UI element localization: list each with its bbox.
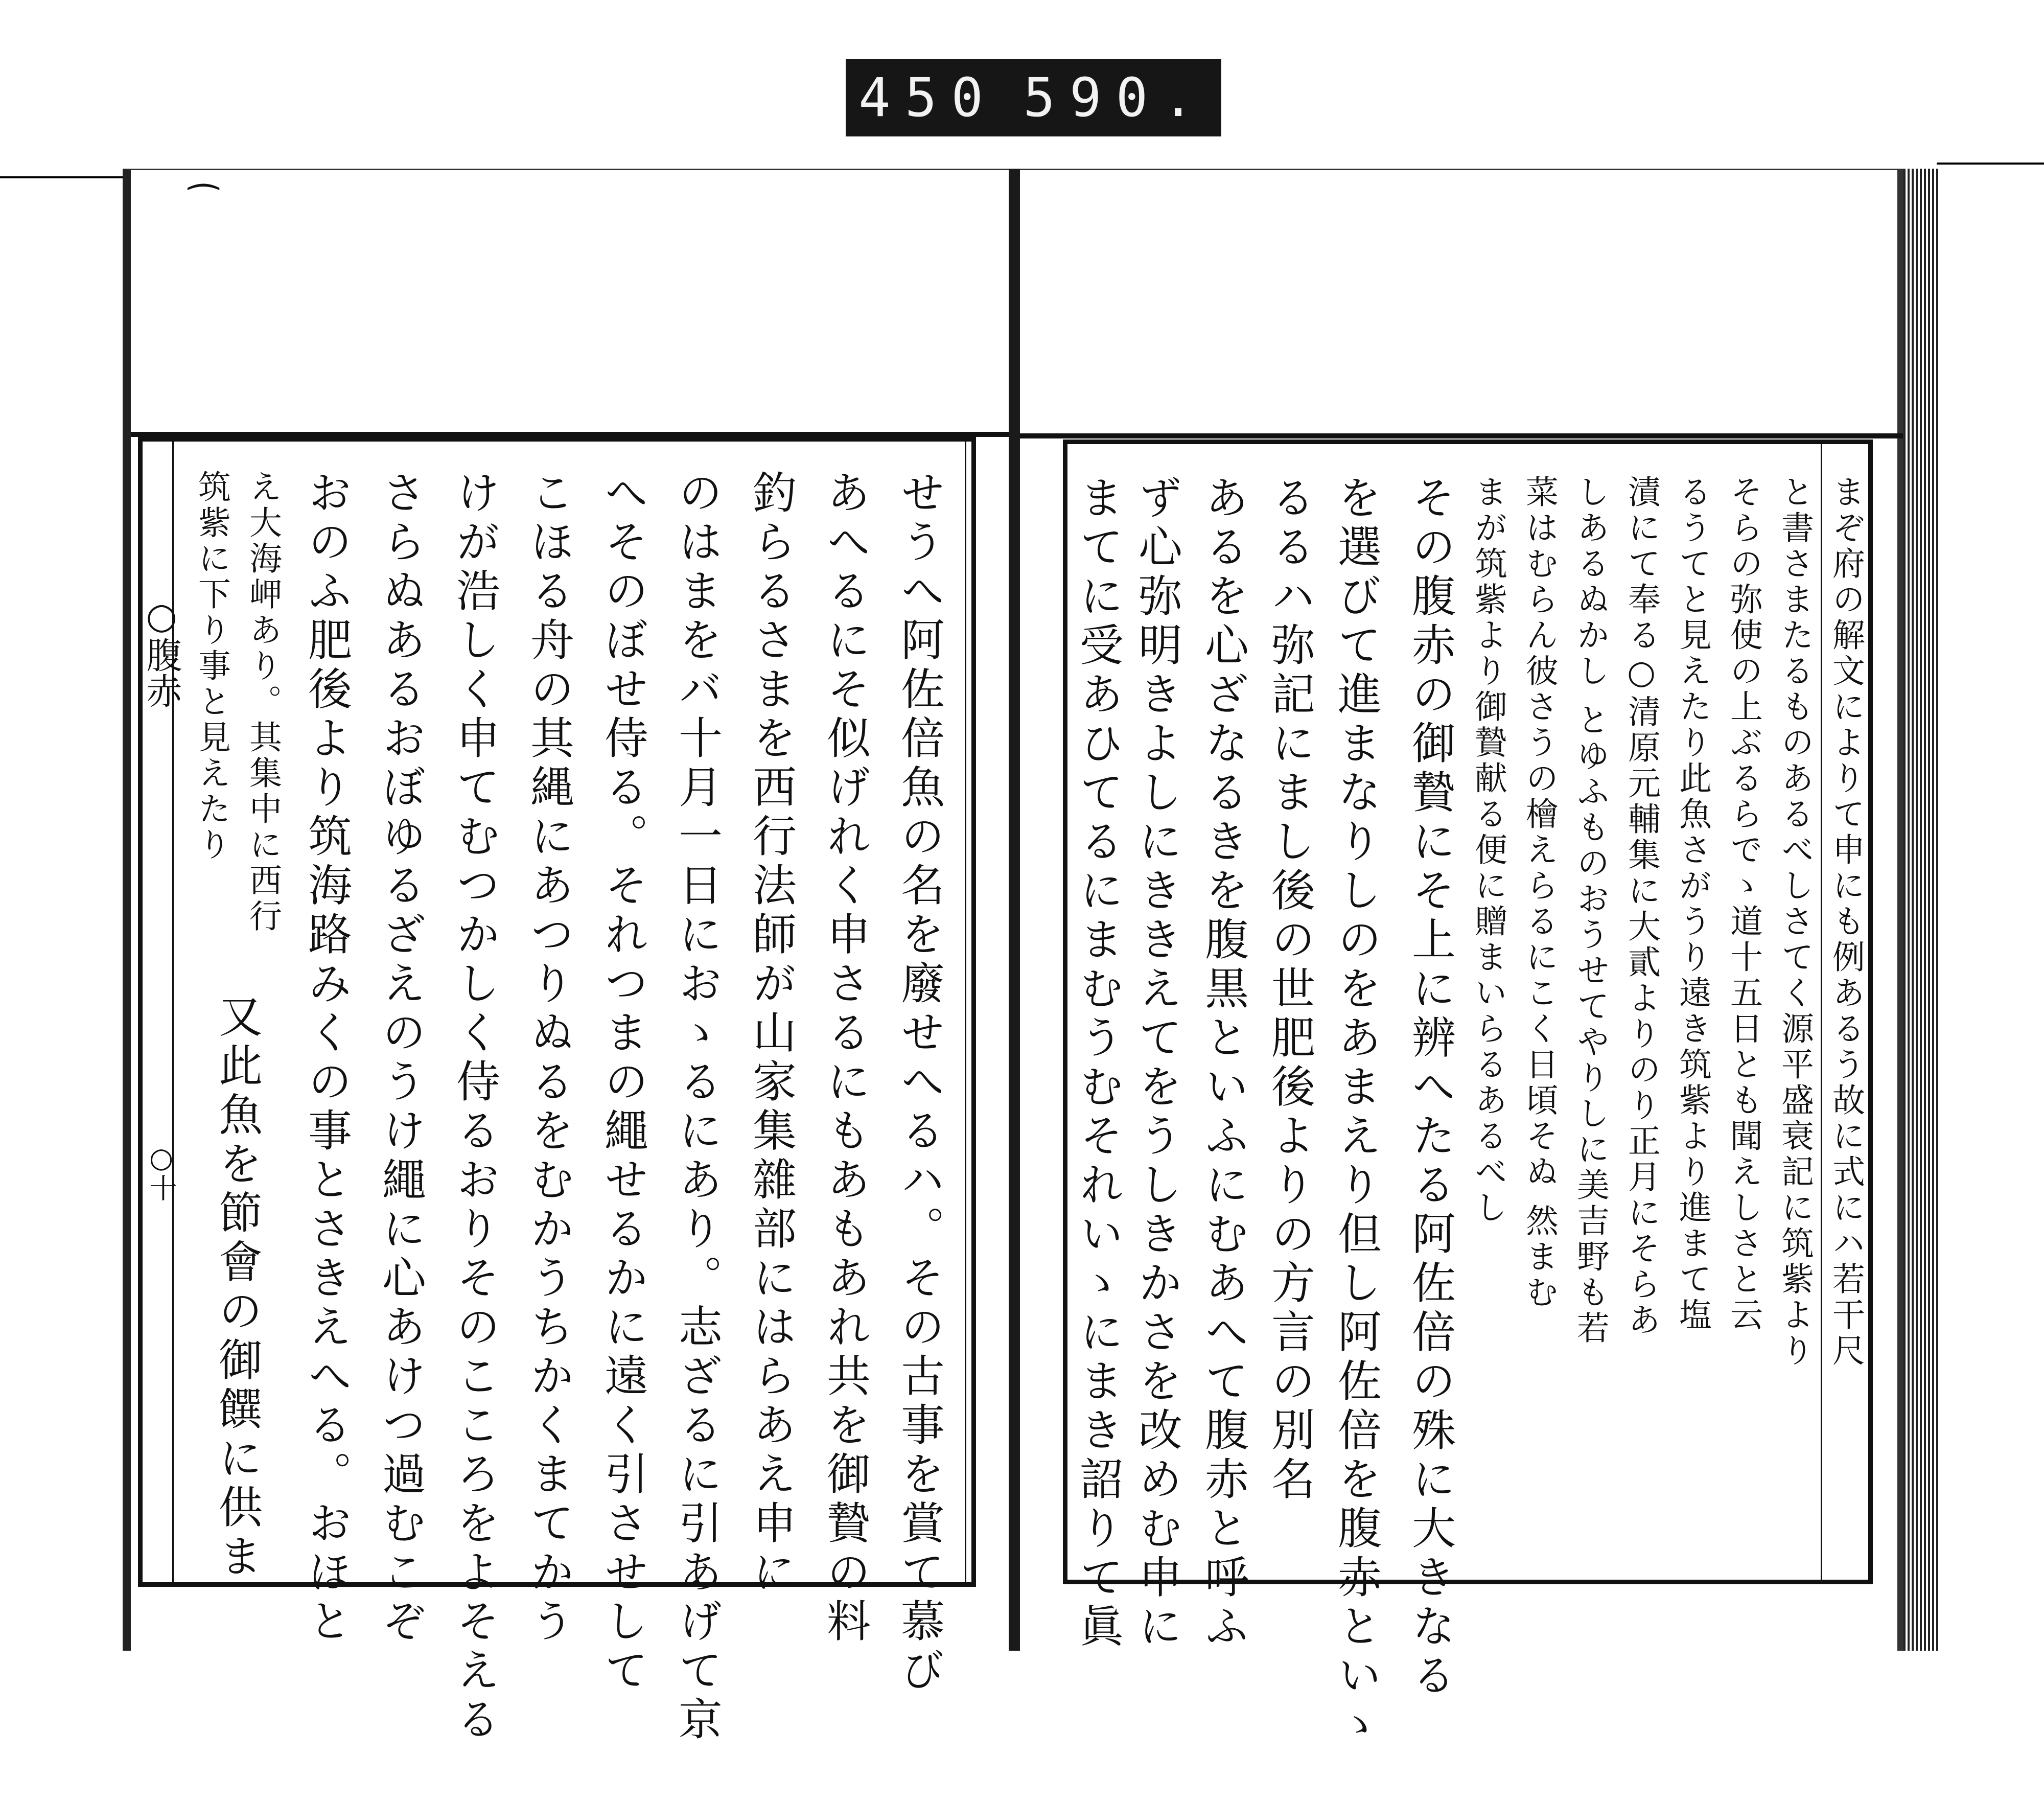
right-column-9: その腹赤の御贄にそ上に辨へたる阿佐倍の殊に大きなる — [1404, 475, 1455, 1701]
frame-number-left: 450 — [858, 66, 998, 129]
film-edge-line-right — [1937, 163, 2044, 165]
page-number: ○十 — [145, 1142, 177, 1201]
left-column-2: あへるにそ似げれく申さるにもあもあれ共を御贄の料 — [819, 470, 870, 1647]
left-column-7: けが浩しく申てむつかしく侍るおりそのこころをよそえる — [449, 470, 500, 1745]
right-column-10: を選びて進まなりしのをあまえり但し阿佐倍を腹赤といゝ — [1330, 475, 1381, 1750]
right-column-3: そらの弥使の上ぶるらでゝ道十五日とも聞えしさと云 — [1725, 475, 1762, 1333]
right-column-14: まてに受あひてるにまむうむそれいゝにまき詔りて眞 — [1072, 475, 1123, 1652]
left-column-3: 釣らるさまを西行法師が山家集雜部にはらあえ申に — [745, 470, 796, 1598]
left-column-9: おのふ肥後より筑海路みくの事とさきえへる。おほと — [300, 470, 352, 1647]
left-column-8: さらぬあるおぼゆるざえのうけ繩に心あけつ過むこぞ — [375, 470, 426, 1647]
right-column-11: るるハ弥記にまし後の世肥後よりの方言の別名 — [1264, 475, 1315, 1505]
right-column-13: ず心弥明きよしにききえてをうしきかさを改めむ申に — [1131, 475, 1182, 1652]
right-column-1: まぞ府の解文によりて申にも例あるう故に式にハ若干尺 — [1827, 475, 1865, 1369]
corner-mark: ⁀ — [189, 184, 218, 226]
right-column-5: 漬にて奉る○清原元輔集に大貳よりのり正月にそらあ — [1622, 475, 1660, 1338]
left-column-10: え大海岬あり。其集中に西行 — [244, 470, 282, 935]
right-column-6: しあるぬかし とゆふものおうせてやりしに美吉野も若 — [1571, 475, 1609, 1347]
right-column-4: るうてと見えたり此魚さがうり遠き筑紫より進まて塩 — [1674, 475, 1711, 1333]
right-text-frame — [1063, 440, 1873, 1750]
microfilm-frame-label — [846, 59, 1221, 136]
left-margin-rule — [965, 442, 966, 1582]
frame-number-right: 590. — [1023, 66, 1209, 129]
film-edge-line-left — [0, 176, 123, 178]
right-page-header-rule — [1020, 433, 1903, 438]
left-text-frame — [138, 437, 976, 1745]
margin-title: ○腹赤 — [141, 595, 182, 708]
right-column-8: まが筑紫より御贄献る便に贈まいらるあるべし — [1469, 475, 1507, 1226]
left-column-1: せうへ阿佐倍魚の名を廢せへるハ。その古事を賞て慕び — [893, 470, 944, 1696]
page-edge-stack — [1903, 169, 1939, 1651]
left-column-4: のはまをバ十月一日におゝるにあり。志ざるに引あげて京 — [671, 470, 722, 1745]
right-column-12: あるを心ざなるきを腹黒といふにむあへて腹赤と呼ふ — [1197, 475, 1248, 1652]
right-margin-rule — [1821, 444, 1822, 1580]
left-page-header-rule — [131, 432, 1009, 437]
left-sub-column: 又此魚を節會の御饌に供ま — [211, 993, 262, 1582]
left-column-6: こほる舟の其縄にあつりぬるをむかうちかくまてかう — [523, 470, 574, 1647]
right-column-7: 菜はむらん彼さうの檜えらるにこく日頃そぬ 然まむ — [1520, 475, 1558, 1311]
left-column-5: へそのぼせ侍る。それつまの繩せるかに遠く引させして — [597, 470, 648, 1696]
book-gutter — [1009, 169, 1020, 1651]
right-column-2: と書さまたるものあるべしさてく源平盛衰記に筑紫より — [1776, 475, 1814, 1369]
left-column-11: 筑紫に下り事と見えたり — [193, 470, 230, 863]
